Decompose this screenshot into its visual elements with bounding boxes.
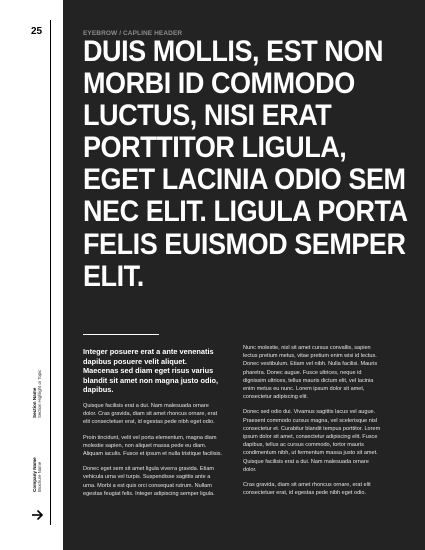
- content-panel: [63, 0, 425, 550]
- body-paragraph: Donec eget sem sit amet ligula viverra gravida. Etiam vehicula urna vel turpis. Suspendisse sagittis ante a urna. Morbi a est quis orci consequat rutrum. Nullam egestas feugiat felis. Integer adipiscing semper ligula.: [83, 466, 215, 497]
- section-title: Section Name: [32, 387, 37, 418]
- left-column: [83, 347, 223, 505]
- brochure-name: Brochure Name: [37, 461, 43, 492]
- eyebrow-header: EYEBROW / CAPLINE HEADER: [83, 30, 183, 37]
- body-paragraph: Cras gravida, diam sit amet rhoncus ornare, erat elit consectetuer erat, id egestas pede nibh eget odio.: [243, 482, 371, 497]
- arrow-right-icon[interactable]: [27, 505, 47, 525]
- company-title: Company Name: [32, 457, 37, 492]
- body-paragraph: Nunc molestie, nisl sit amet cursus convallis, sapien lectus pretium metus, vitae pretium enim wisi id lectus. Donec vestibulum. Etiam vel nibh. Nulla facilisi. Mauris pharetra. Donec augue. Fusce ultrices, neque id dignissim ultrices, tellus mauris dictum elit, vel lacinia enim metus eu nunc. Lorem ipsum dolor sit amet, consectetur adipiscing elit.: [243, 345, 378, 401]
- accent-rule: [83, 334, 159, 335]
- body-paragraph: Donec sed odio dui. Vivamus sagittis lacus vel augue. Praesent commodo cursus magna, vel scelerisque nisl consectetur et. Curabitur blandit tempus porttitor. Lorem ipsum dolor sit amet, consectetur adipiscing elit. Fusce dapibus, tellus ac cursus commodo, tortor mauris condimentum nibh, ut fermentum massa justo sit amet. Quisque facilisis erat a dui. Nam malesuada ornare dolor.: [243, 409, 381, 473]
- sidebar-divider: [50, 20, 51, 525]
- company-label: [32, 457, 42, 492]
- sidebar: [0, 0, 63, 550]
- section-subtitle: Section Highlight or Topic: [37, 369, 43, 418]
- section-label: [32, 370, 42, 418]
- lead-paragraph: Integer posuere erat a ante venenatis dapibus posuere velit aliquet. Maecenas sed diam eget risus varius blandit sit amet non magna justo odio, dapibus.: [83, 347, 219, 395]
- body-paragraph: Proin tincidunt, velit vel porta elementum, magna diam molestie sapien, non aliquet massa pede eu diam. Aliquam iaculis. Fusce et ipsum et nulla tristique facilisis.: [83, 434, 223, 457]
- body-paragraph: Quisque facilisis erat a dui. Nam malesuada ornare dolor. Cras gravida, diam sit amet rhoncus ornare, erat elit consectetuer erat, id egestas pede nibh eget odio.: [83, 402, 218, 426]
- right-column: [243, 344, 383, 504]
- page-number: 25: [31, 26, 43, 37]
- headline: DUIS MOLLIS, EST NON MORBI ID COMMODO LUCTUS, NISI ERAT PORTTITOR LIGULA, EGET LACINIA ODIO SEM NEC ELIT. LIGULA PORTA FELIS EUISMOD SEMPER ELIT.: [83, 35, 407, 293]
